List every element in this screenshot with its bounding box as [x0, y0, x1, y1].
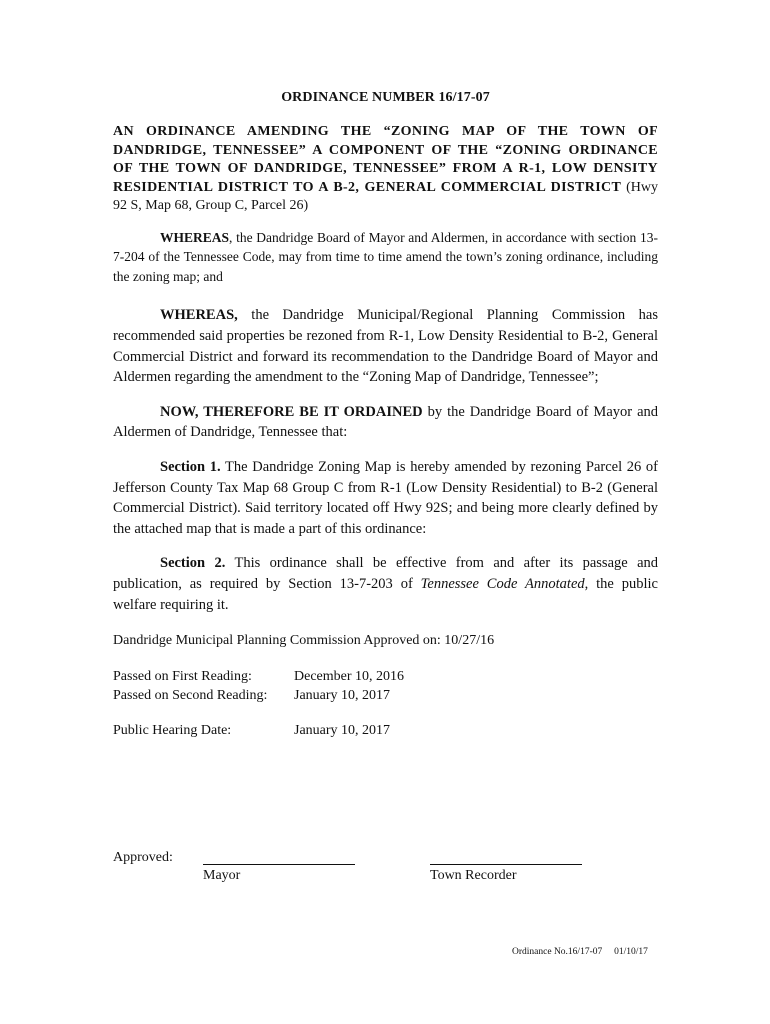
- whereas-paragraph-2: [113, 305, 658, 387]
- public-hearing-date: January 10, 2017: [294, 723, 391, 739]
- mayor-label: Mayor: [203, 868, 241, 883]
- section-2-text-after: , the public welfare requiring it.: [113, 576, 658, 613]
- now-therefore-lead: NOW, THEREFORE BE IT ORDAINED: [160, 403, 423, 420]
- public-hearing-label: Public Hearing Date:: [113, 723, 232, 739]
- recorder-signature-block: [430, 848, 582, 884]
- section-1-text: The Dandridge Zoning Map is hereby amended by rezoning Parcel 26 of Jefferson County Tax Map 68 Group C from R-1 (Low Density Residential) to B-2 (General Commercial District). Said territory located off Hwy 92S; and being more clearly defined by the attached map that is made a part of this ordinance:: [113, 459, 658, 537]
- recorder-signature-line: [430, 848, 582, 865]
- ordinance-document: [113, 90, 658, 741]
- heading-main: AN ORDINANCE AMENDING THE “ZONING MAP OF THE TOWN OF DANDRIDGE, TENNESSEE” A COMPONENT OF THE “ZONING ORDINANCE OF THE TOWN OF DANDRIDGE, TENNESSEE” FROM A R-1, LOW DENSITY RESIDENTIAL DISTRICT TO A B-2, GENERAL COMMERCIAL DISTRICT: [113, 124, 658, 195]
- section-2-paragraph: [113, 553, 658, 615]
- ordinance-title: ORDINANCE NUMBER 16/17-07: [281, 90, 490, 105]
- reading-date: December 10, 2016: [294, 669, 405, 685]
- section-2-text-before: This ordinance shall be effective from and after its passage and publication, as required by Section 13-7-203 of: [113, 555, 659, 592]
- signature-area: [113, 848, 658, 888]
- heading-parcel-note: (Hwy 92 S, Map 68, Group C, Parcel 26): [113, 179, 658, 214]
- footer-ordinance-number: Ordinance No.16/17-07: [512, 947, 603, 957]
- section-1-paragraph: [113, 457, 658, 539]
- now-therefore-text: by the Dandridge Board of Mayor and Aldermen of Dandridge, Tennessee that:: [113, 403, 659, 441]
- whereas-2-lead: WHEREAS,: [160, 307, 238, 324]
- reading-label: Passed on Second Reading:: [113, 687, 268, 703]
- mayor-signature-block: [203, 848, 355, 884]
- section-2-lead: Section 2.: [160, 555, 226, 572]
- recorder-label: Town Recorder: [430, 868, 517, 883]
- ordinance-heading: [113, 123, 658, 216]
- reading-row-second: [113, 687, 658, 706]
- reading-label: Passed on First Reading:: [113, 669, 252, 685]
- page-footer: [512, 947, 648, 957]
- whereas-1-text: , the Dandridge Board of Mayor and Aldermen, in accordance with section 13-7-204 of the Tennessee Code, may from time to time amend the town’s zoning ordinance, including the zoning map; and: [113, 229, 658, 284]
- whereas-paragraph-1: [113, 228, 658, 287]
- whereas-2-text: the Dandridge Municipal/Regional Planning Commission has recommended said properties be rezoned from R-1, Low Density Residential to B-2, General Commercial District and forward its recommendation to the Dandridge Board of Mayor and Aldermen regarding the amendment to the “Zoning Map of Dandridge, Tennessee”;: [113, 307, 658, 386]
- reading-row-first: [113, 668, 658, 687]
- public-hearing-row: [113, 722, 658, 741]
- section-2-code-citation: Tennessee Code Annotated: [420, 576, 585, 592]
- footer-date: 01/10/17: [614, 947, 648, 957]
- approved-label: Approved:: [113, 850, 173, 865]
- section-1-lead: Section 1.: [160, 459, 221, 476]
- reading-date: January 10, 2017: [294, 687, 391, 703]
- readings-block: [113, 668, 658, 705]
- mayor-signature-line: [203, 848, 355, 865]
- now-therefore-paragraph: [113, 402, 658, 443]
- whereas-1-lead: WHEREAS: [160, 229, 230, 245]
- planning-approval-line: Dandridge Municipal Planning Commission Approved on: 10/27/16: [113, 633, 495, 649]
